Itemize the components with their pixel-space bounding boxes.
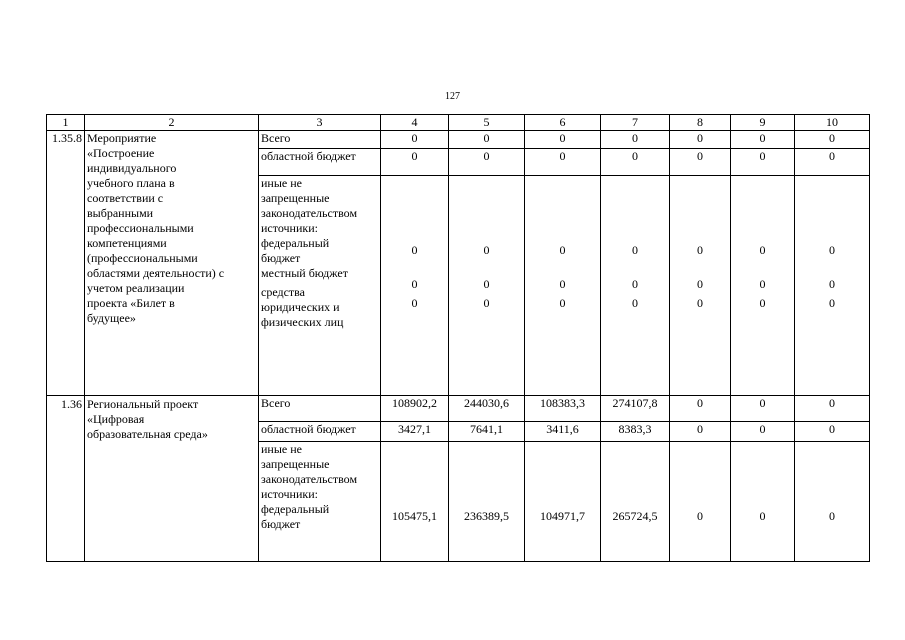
- label-line: законодательством: [261, 472, 358, 486]
- name-line: проекта «Билет в: [87, 296, 175, 310]
- value-cell: 0: [601, 131, 670, 149]
- value-cell: [670, 442, 731, 562]
- value-cell: [449, 176, 525, 396]
- name-line: (профессиональными: [87, 251, 198, 265]
- value-cell: 0: [670, 422, 731, 442]
- value-cell: 0: [795, 131, 870, 149]
- name-line: индивидуального: [87, 161, 177, 175]
- local-value: 0: [632, 277, 638, 291]
- value-cell: 0: [795, 396, 870, 422]
- legal-value: 0: [411, 296, 418, 310]
- value-cell: 244030,6: [449, 396, 525, 422]
- value-cell: 8383,3: [601, 422, 670, 442]
- federal-value: 265724,5: [612, 509, 658, 523]
- legal-value: 0: [632, 296, 638, 310]
- label-line: запрещенные: [261, 191, 330, 205]
- value-cell: 0: [731, 131, 795, 149]
- name-line: учебного плана в: [87, 176, 175, 190]
- name-line: образовательная среда»: [87, 427, 208, 441]
- legal-value: 0: [483, 296, 490, 310]
- value-cell: 0: [525, 131, 601, 149]
- label-line: местный бюджет: [261, 266, 348, 280]
- header-cell: 8: [670, 115, 731, 131]
- legal-value: 0: [759, 296, 766, 310]
- budget-table: [46, 114, 870, 562]
- source-label: [259, 442, 381, 562]
- table-row: [47, 131, 870, 149]
- local-value: 0: [759, 277, 766, 291]
- federal-value: 0: [759, 243, 766, 257]
- name-line: выбранными: [87, 206, 154, 220]
- label-line: иные не: [261, 442, 302, 456]
- federal-value: 0: [759, 509, 766, 523]
- federal-value: 0: [632, 243, 638, 257]
- value-cell: [731, 176, 795, 396]
- name-line: Региональный проект: [87, 397, 199, 411]
- value-cell: 0: [670, 149, 731, 176]
- header-cell: 4: [381, 115, 449, 131]
- value-cell: 3411,6: [525, 422, 601, 442]
- label-line: физических лиц: [261, 315, 344, 329]
- value-cell: 0: [449, 149, 525, 176]
- name-line: Мероприятие: [87, 131, 157, 145]
- row-id: 1.36: [47, 396, 85, 562]
- source-label: Всего: [259, 396, 381, 422]
- header-cell: 10: [795, 115, 870, 131]
- value-cell: 0: [381, 131, 449, 149]
- value-cell: [525, 176, 601, 396]
- name-line: «Цифровая: [87, 412, 145, 426]
- federal-value: 0: [829, 243, 835, 257]
- value-cell: 0: [670, 131, 731, 149]
- value-cell: 0: [731, 149, 795, 176]
- label-line: средства: [261, 285, 306, 299]
- label-line: федеральный: [261, 502, 330, 516]
- name-line: областями деятельности) с: [87, 266, 225, 280]
- header-cell: 7: [601, 115, 670, 131]
- federal-value: 0: [411, 243, 418, 257]
- federal-value: 0: [559, 243, 566, 257]
- page-number: 127: [445, 91, 460, 102]
- label-line: бюджет: [261, 517, 301, 531]
- row-name: [85, 131, 259, 396]
- federal-value: 0: [483, 243, 490, 257]
- legal-value: 0: [829, 296, 835, 310]
- name-line: компетенциями: [87, 236, 167, 250]
- header-cell: 6: [525, 115, 601, 131]
- legal-value: 0: [559, 296, 566, 310]
- label-line: юридических и: [261, 300, 340, 314]
- value-cell: [795, 176, 870, 396]
- source-label: областной бюджет: [259, 422, 381, 442]
- label-line: иные не: [261, 176, 302, 190]
- label-line: источники:: [261, 487, 318, 501]
- value-cell: 0: [731, 422, 795, 442]
- name-line: соответствии с: [87, 191, 164, 205]
- table-row: [47, 396, 870, 422]
- federal-value: 105475,1: [392, 509, 437, 523]
- local-value: 0: [559, 277, 566, 291]
- value-cell: [381, 176, 449, 396]
- local-value: 0: [829, 277, 835, 291]
- row-name: [85, 396, 259, 562]
- federal-value: 0: [697, 243, 703, 257]
- header-row: [47, 115, 870, 131]
- value-cell: 0: [670, 396, 731, 422]
- name-line: «Построение: [87, 146, 155, 160]
- value-cell: 0: [525, 149, 601, 176]
- local-value: 0: [697, 277, 703, 291]
- value-cell: 0: [795, 149, 870, 176]
- value-cell: [381, 442, 449, 562]
- name-line: профессиональными: [87, 221, 194, 235]
- local-value: 0: [411, 277, 418, 291]
- value-cell: [601, 442, 670, 562]
- value-cell: [601, 176, 670, 396]
- value-cell: [670, 176, 731, 396]
- header-cell: 5: [449, 115, 525, 131]
- value-cell: 0: [731, 396, 795, 422]
- header-cell: 9: [731, 115, 795, 131]
- value-cell: [795, 442, 870, 562]
- source-label: областной бюджет: [259, 149, 381, 176]
- value-cell: 3427,1: [381, 422, 449, 442]
- name-line: будущее»: [87, 311, 136, 325]
- label-line: федеральный: [261, 236, 330, 250]
- federal-value: 0: [829, 509, 835, 523]
- federal-value: 236389,5: [464, 509, 509, 523]
- value-cell: 0: [795, 422, 870, 442]
- row-id: 1.35.8: [47, 131, 85, 396]
- label-line: запрещенные: [261, 457, 330, 471]
- header-cell: 2: [85, 115, 259, 131]
- header-cell: 3: [259, 115, 381, 131]
- value-cell: 108902,2: [381, 396, 449, 422]
- source-label: [259, 176, 381, 396]
- value-cell: 0: [601, 149, 670, 176]
- value-cell: [525, 442, 601, 562]
- legal-value: 0: [697, 296, 703, 310]
- label-line: источники:: [261, 221, 318, 235]
- federal-value: 0: [697, 509, 703, 523]
- value-cell: 108383,3: [525, 396, 601, 422]
- value-cell: 0: [449, 131, 525, 149]
- header-cell: 1: [47, 115, 85, 131]
- value-cell: 274107,8: [601, 396, 670, 422]
- label-line: бюджет: [261, 251, 301, 265]
- label-line: законодательством: [261, 206, 358, 220]
- value-cell: 7641,1: [449, 422, 525, 442]
- federal-value: 104971,7: [540, 509, 585, 523]
- value-cell: [731, 442, 795, 562]
- value-cell: [449, 442, 525, 562]
- source-label: Всего: [259, 131, 381, 149]
- local-value: 0: [483, 277, 490, 291]
- value-cell: 0: [381, 149, 449, 176]
- name-line: учетом реализации: [87, 281, 185, 295]
